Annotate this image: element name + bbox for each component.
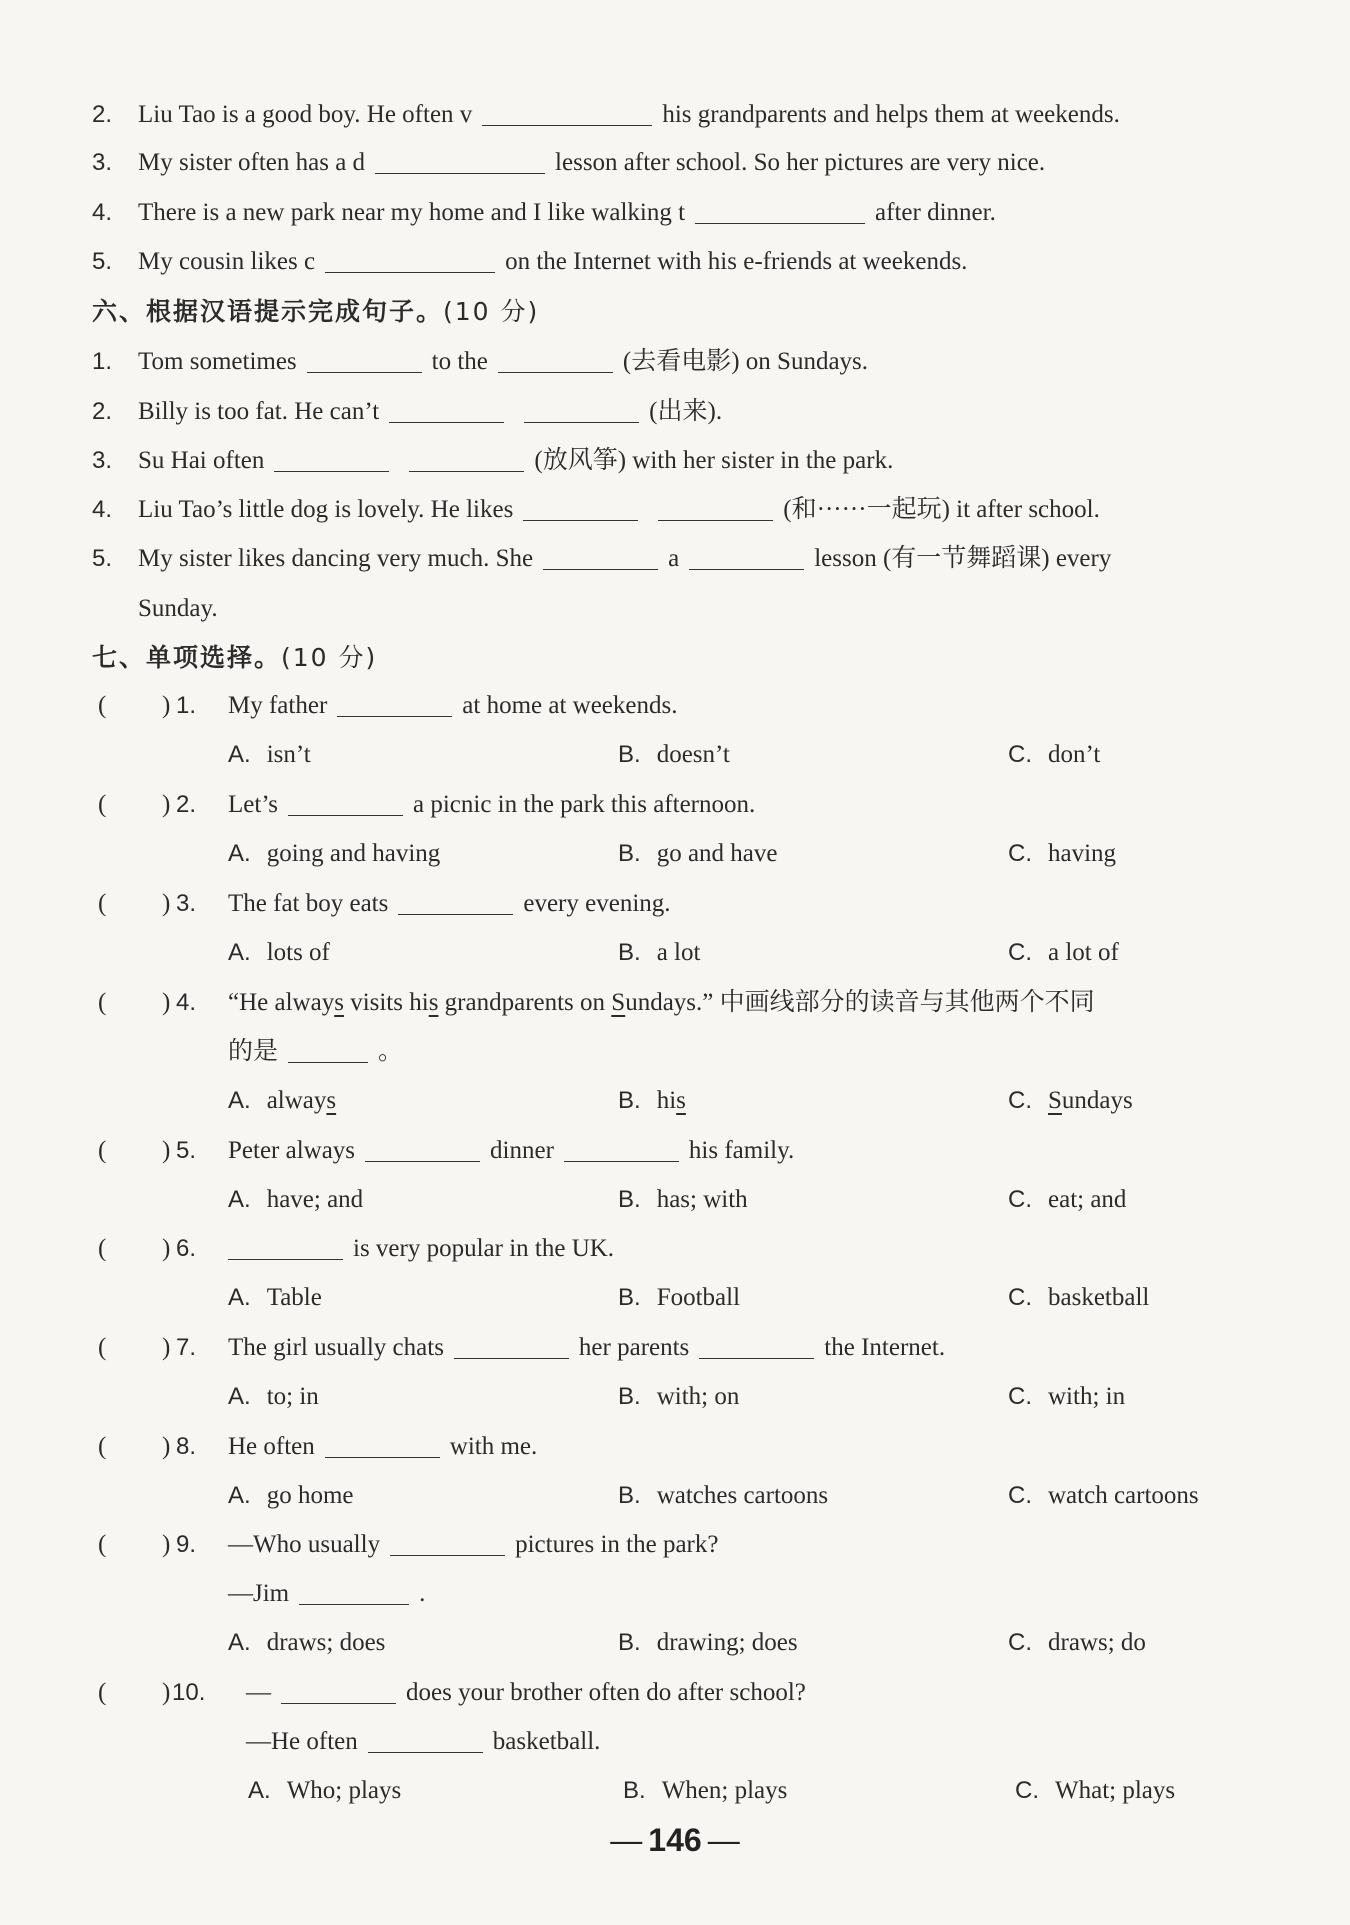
- mcq-8: ( ) 8. He often with me.: [98, 1433, 538, 1460]
- answer-blank: [288, 1036, 368, 1063]
- option-a[interactable]: A. Table: [228, 1284, 322, 1311]
- sec5-item-5: 5. My cousin likes c on the Internet with his e-friends at weekends.: [92, 248, 968, 275]
- answer-blank[interactable]: [325, 246, 495, 273]
- answer-blank[interactable]: [307, 346, 422, 373]
- mcq-3: ( ) 3. The fat boy eats every evening.: [98, 890, 671, 917]
- sec5-item-2: 2. Liu Tao is a good boy. He often v his grandparents and helps them at weekends.: [92, 101, 1120, 128]
- option-c[interactable]: C. basketball: [1008, 1284, 1150, 1311]
- answer-blank: [454, 1332, 569, 1359]
- option-c[interactable]: C. with; in: [1008, 1383, 1126, 1410]
- sec6-item-5: 5. My sister likes dancing very much. She a lesson (有一节舞蹈课) every: [92, 545, 1112, 572]
- option-c[interactable]: C. draws; do: [1008, 1629, 1146, 1656]
- option-b[interactable]: B. doesn’t: [618, 741, 730, 768]
- option-b[interactable]: B. drawing; does: [618, 1629, 798, 1656]
- option-c[interactable]: C. Sundays: [1008, 1087, 1133, 1114]
- sec6-item-4: 4. Liu Tao’s little dog is lovely. He likes (和······一起玩) it after school.: [92, 496, 1100, 523]
- sec6-item-5-cont: Sunday.: [138, 595, 218, 622]
- answer-blank: [564, 1135, 679, 1162]
- answer-blank: [398, 888, 513, 915]
- option-c[interactable]: C. What; plays: [1015, 1777, 1176, 1804]
- option-c[interactable]: C. a lot of: [1008, 939, 1119, 966]
- mcq-5-options: [228, 1180, 1248, 1220]
- mcq-10-options: [248, 1771, 1268, 1811]
- answer-blank[interactable]: [689, 543, 804, 570]
- option-a[interactable]: A. going and having: [228, 840, 441, 867]
- option-a[interactable]: A. lots of: [228, 939, 330, 966]
- option-a[interactable]: A. Who; plays: [248, 1777, 402, 1804]
- sec5-item-4: 4. There is a new park near my home and I like walking t after dinner.: [92, 199, 996, 226]
- option-b[interactable]: B. go and have: [618, 840, 778, 867]
- answer-blank[interactable]: [409, 445, 524, 472]
- mcq-1-options: [228, 735, 1248, 775]
- sec6-item-1: 1. Tom sometimes to the (去看电影) on Sundays.: [92, 348, 869, 375]
- mcq-4-options: [228, 1081, 1248, 1121]
- option-c[interactable]: C. don’t: [1008, 741, 1101, 768]
- mcq-7: ( ) 7. The girl usually chats her parents the Internet.: [98, 1334, 946, 1361]
- option-c[interactable]: C. eat; and: [1008, 1186, 1127, 1213]
- mcq-5: ( ) 5. Peter always dinner his family.: [98, 1137, 795, 1164]
- answer-blank[interactable]: [274, 445, 389, 472]
- mcq-9-response: —Jim .: [228, 1580, 426, 1607]
- answer-blank: [390, 1529, 505, 1556]
- option-a[interactable]: A. go home: [228, 1482, 354, 1509]
- mcq-9-options: [228, 1623, 1248, 1663]
- answer-blank: [325, 1431, 440, 1458]
- answer-blank: [337, 690, 452, 717]
- answer-blank[interactable]: [389, 396, 504, 423]
- mcq-10-response: —He often basketball.: [246, 1728, 601, 1755]
- section-7-heading: 七、单项选择。(10 分): [92, 643, 378, 672]
- answer-blank: [699, 1332, 814, 1359]
- option-b[interactable]: B. with; on: [618, 1383, 740, 1410]
- answer-blank[interactable]: [543, 543, 658, 570]
- option-b[interactable]: B. When; plays: [623, 1777, 788, 1804]
- option-c[interactable]: C. having: [1008, 840, 1117, 867]
- answer-blank: [288, 789, 403, 816]
- mcq-1: ( ) 1. My father at home at weekends.: [98, 692, 678, 719]
- answer-blank[interactable]: [524, 396, 639, 423]
- mcq-2: ( ) 2. Let’s a picnic in the park this afternoon.: [98, 791, 756, 818]
- answer-blank[interactable]: [523, 494, 638, 521]
- answer-blank: [368, 1726, 483, 1753]
- mcq-6-options: [228, 1278, 1248, 1318]
- sec5-item-3: 3. My sister often has a d lesson after school. So her pictures are very nice.: [92, 149, 1046, 176]
- answer-blank[interactable]: [375, 147, 545, 174]
- mcq-10: ( ) 10. — does your brother often do after school?: [98, 1679, 806, 1706]
- answer-blank[interactable]: [482, 99, 652, 126]
- option-b[interactable]: B. watches cartoons: [618, 1482, 829, 1509]
- sec6-item-3: 3. Su Hai often (放风筝) with her sister in the park.: [92, 447, 894, 474]
- mcq-4-cont: 的是 。: [228, 1038, 404, 1065]
- sec6-item-2: 2. Billy is too fat. He can’t (出来).: [92, 398, 723, 425]
- option-b[interactable]: B. his: [618, 1087, 686, 1114]
- option-c[interactable]: C. watch cartoons: [1008, 1482, 1199, 1509]
- answer-blank: [228, 1233, 343, 1260]
- mcq-6: ( ) 6. is very popular in the UK.: [98, 1235, 615, 1262]
- answer-blank[interactable]: [695, 197, 865, 224]
- option-a[interactable]: A. isn’t: [228, 741, 311, 768]
- answer-blank: [281, 1677, 396, 1704]
- option-a[interactable]: A. draws; does: [228, 1629, 386, 1656]
- page-number: — 146 —: [610, 1822, 740, 1858]
- mcq-2-options: [228, 834, 1248, 874]
- mcq-8-options: [228, 1476, 1248, 1516]
- option-b[interactable]: B. a lot: [618, 939, 701, 966]
- answer-blank: [299, 1578, 409, 1605]
- mcq-7-options: [228, 1377, 1248, 1417]
- section-6-heading: 六、根据汉语提示完成句子。(10 分): [92, 297, 540, 326]
- mcq-9: ( ) 9. —Who usually pictures in the park?: [98, 1531, 719, 1558]
- mcq-3-options: [228, 933, 1248, 973]
- option-b[interactable]: B. Football: [618, 1284, 741, 1311]
- mcq-4: ( ) 4. “He always visits his grandparents on Sundays.” 中画线部分的读音与其他两个不同: [98, 989, 1095, 1016]
- option-a[interactable]: A. have; and: [228, 1186, 364, 1213]
- option-a[interactable]: A. to; in: [228, 1383, 319, 1410]
- answer-blank[interactable]: [658, 494, 773, 521]
- option-a[interactable]: A. always: [228, 1087, 337, 1114]
- answer-blank: [365, 1135, 480, 1162]
- option-b[interactable]: B. has; with: [618, 1186, 748, 1213]
- answer-blank[interactable]: [498, 346, 613, 373]
